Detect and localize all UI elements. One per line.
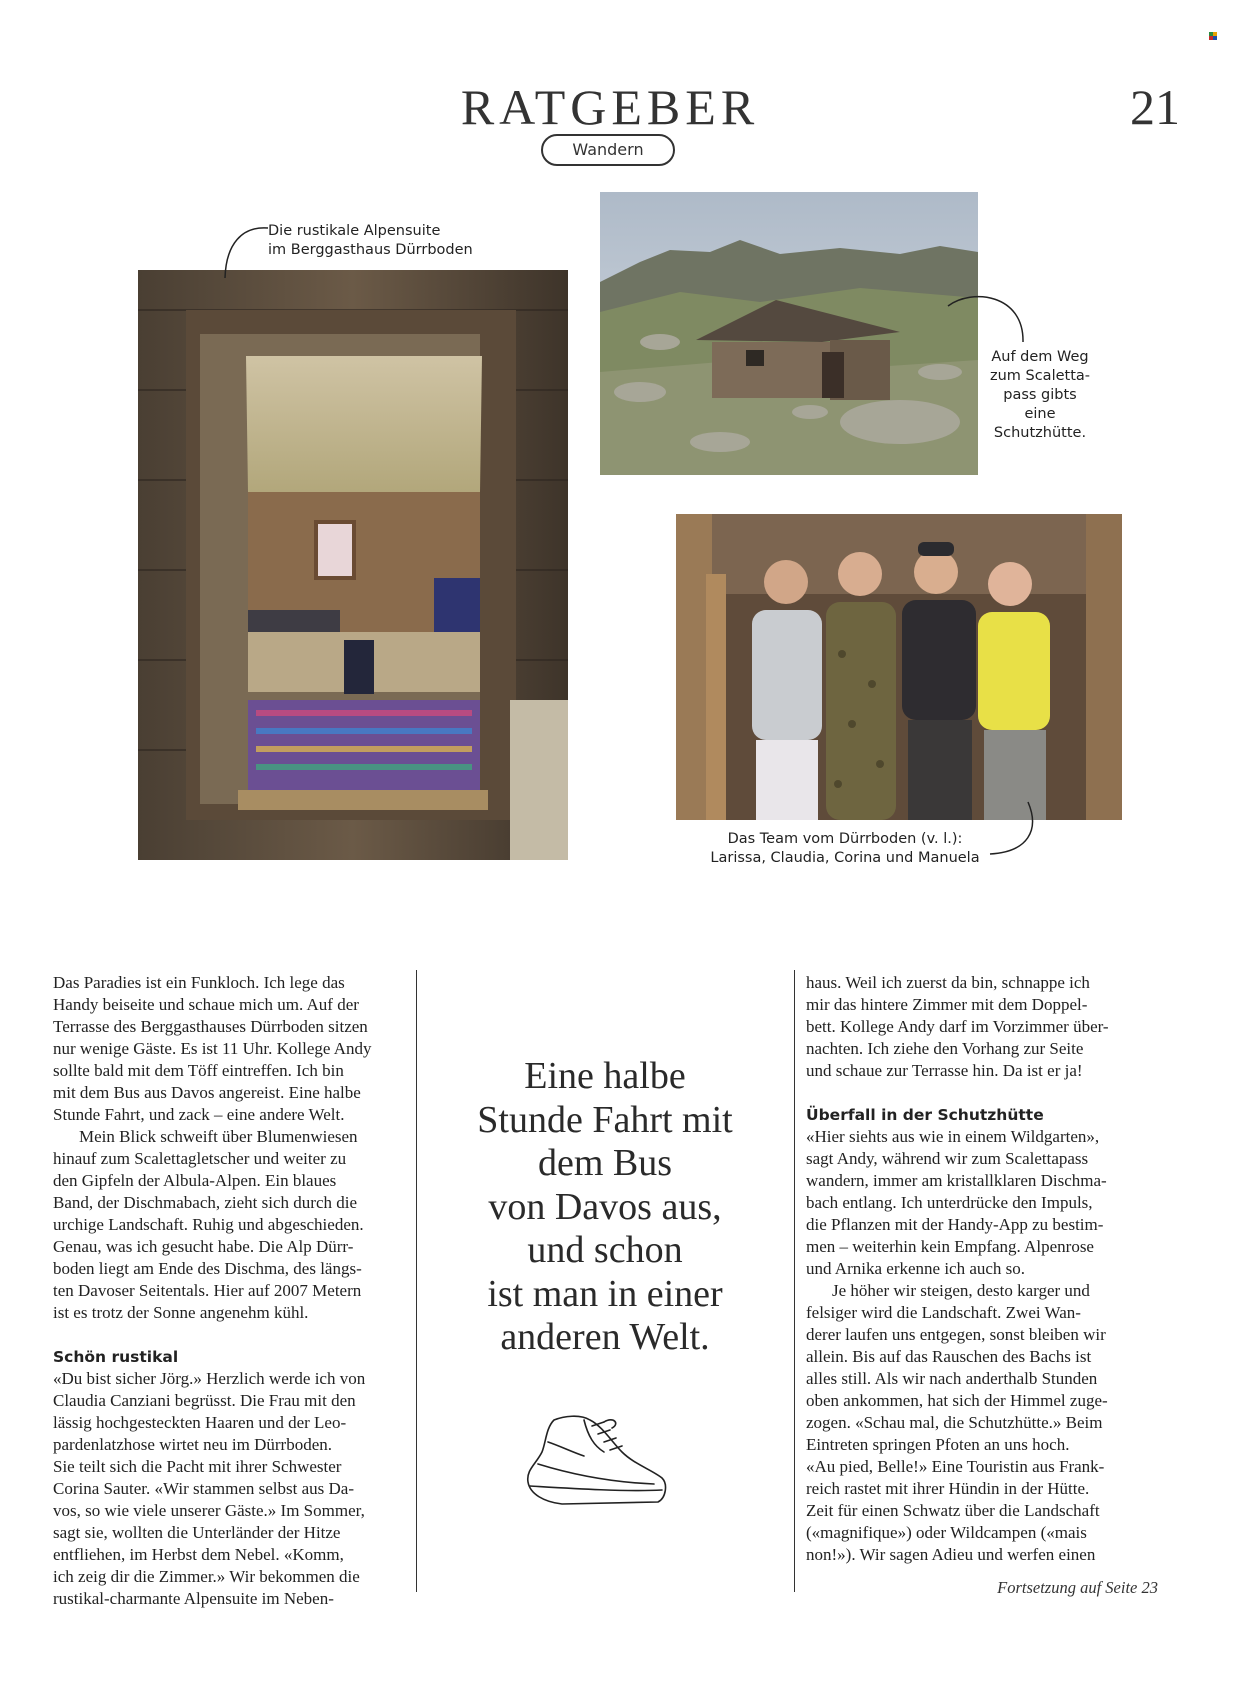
paragraph: «Hier siehts aus wie in einem Wildgarten», sagt Andy, während wir zum Scalettapass wandern, immer am kristallklaren Dischma- bach entlang. Ich unterdrücke den Impuls, die Pflanzen mit der Handy-App zu bestim- men – weiterhin kein Empfang. Alpenrose und Arnika erkenne ich auch so. <box>806 1127 1107 1278</box>
caption-line: Schutzhütte. <box>993 425 1087 441</box>
caption-line: Das Team vom Dürrboden (v. l.): <box>727 831 963 847</box>
hiking-shoe-icon <box>524 1412 668 1514</box>
page-number: 21 <box>1130 79 1180 135</box>
column-divider <box>794 970 795 1592</box>
paragraph: Je höher wir steigen, desto karger und felsiger wird die Landschaft. Zwei Wan- derer laufen uns entgegen, sonst bleiben wir allein. Bis auf das Rauschen des Bachs ist alles still. Als wir nach anderthalb Stunden oben ankommen, hat sich der Himmel zuge- zogen. «Schau mal, die Schutzhütte.» Beim Eintreten springen Pfoten an uns hoch. «Au pied, Belle!» Eine Touristin aus Frank- reich rastet mit ihrer Hündin in der Hütte. Zeit für einen Schwatz über die Landschaft («magnifique») oder Wildcampen («mais non!»). Wir sagen Adieu und werfen einen <box>806 1281 1108 1564</box>
caption-team <box>710 830 980 868</box>
pull-quote: Eine halbe Stunde Fahrt mit dem Bus von Davos aus, und schon ist man in einer anderen Welt. <box>477 1055 733 1358</box>
caption-alpine-suite <box>268 222 473 260</box>
section-tag: Wandern <box>541 134 675 166</box>
subheading: Überfall in der Schutzhütte <box>806 1106 1044 1124</box>
paragraph: haus. Weil ich zuerst da bin, schnappe ich mir das hintere Zimmer mit dem Doppel- bett. Kollege Andy darf im Vorzimmer über- nachten. Ich ziehe den Vorhang zur Seite und schaue zur Terrasse hin. Da ist er ja! <box>806 973 1109 1080</box>
photo-alpine-suite <box>138 270 568 860</box>
caption-line: zum Scaletta- <box>989 368 1091 384</box>
caption-arrow-icon <box>988 800 1040 860</box>
photo-mountain-hut <box>600 192 978 475</box>
paragraph: Das Paradies ist ein Funkloch. Ich lege das Handy beiseite und schaue mich um. Auf der Terrasse des Berggasthauses Dürrboden sitzen nur wenige Gäste. Es ist 11 Uhr. Kollege Andy sollte bald mit dem Töff eintreffen. Ich bin mit dem Bus aus Davos angereist. Eine halbe Stunde Fahrt, und zack – eine andere Welt. <box>53 973 372 1124</box>
caption-arrow-icon <box>212 224 272 284</box>
column-divider <box>416 970 417 1592</box>
caption-line: Larissa, Claudia, Corina und Manuela <box>710 850 980 866</box>
continued-note: Fortsetzung auf Seite 23 <box>997 1578 1158 1597</box>
paragraph: «Du bist sicher Jörg.» Herzlich werde ich von Claudia Canziani begrüsst. Die Frau mit den lässig hochgesteckten Haaren und der Leo- pardenlatzhose wirtet neu im Dürrboden. Sie teilt sich die Pacht mit ihrer Schwester Corina Sauter. «Wir stammen selbst aus Da- vos, so wie viele unserer Gäste.» Im Sommer, sagt sie, wollten die Unterländer der Hitze entfliehen, im Herbst dem Nebel. «Komm, ich zeig dir die Zimmer.» Wir bekommen die rustikal-charmante Alpensuite im Neben- <box>53 1369 366 1608</box>
caption-line: Die rustikale Alpensuite <box>268 223 441 239</box>
subheading: Schön rustikal <box>53 1348 179 1366</box>
photo-team <box>676 514 1122 820</box>
article-column-3 <box>806 972 1166 1566</box>
caption-line: Auf dem Weg <box>991 349 1089 365</box>
registration-mark-icon <box>1209 32 1219 42</box>
caption-line: pass gibts eine <box>1003 387 1077 422</box>
caption-line: im Berggasthaus Dürrboden <box>268 242 473 258</box>
caption-arrow-icon <box>946 290 1026 346</box>
section-title: RATGEBER <box>460 79 760 135</box>
article-column-1 <box>53 972 408 1610</box>
paragraph: Mein Blick schweift über Blumenwiesen hinauf zum Scalettagletscher und weiter zu den Gipfeln der Albula-Alpen. Ein blaues Band, der Dischmabach, zieht sich durch die urchige Landschaft. Ruhig und abgeschieden. Genau, was ich gesucht habe. Die Alp Dürr- boden liegt am Ende des Dischma, des längs- ten Davoser Seitentals. Hier auf 2007 Metern ist es trotz der Sonne angenehm kühl. <box>53 1127 364 1322</box>
caption-mountain-hut <box>986 348 1094 443</box>
